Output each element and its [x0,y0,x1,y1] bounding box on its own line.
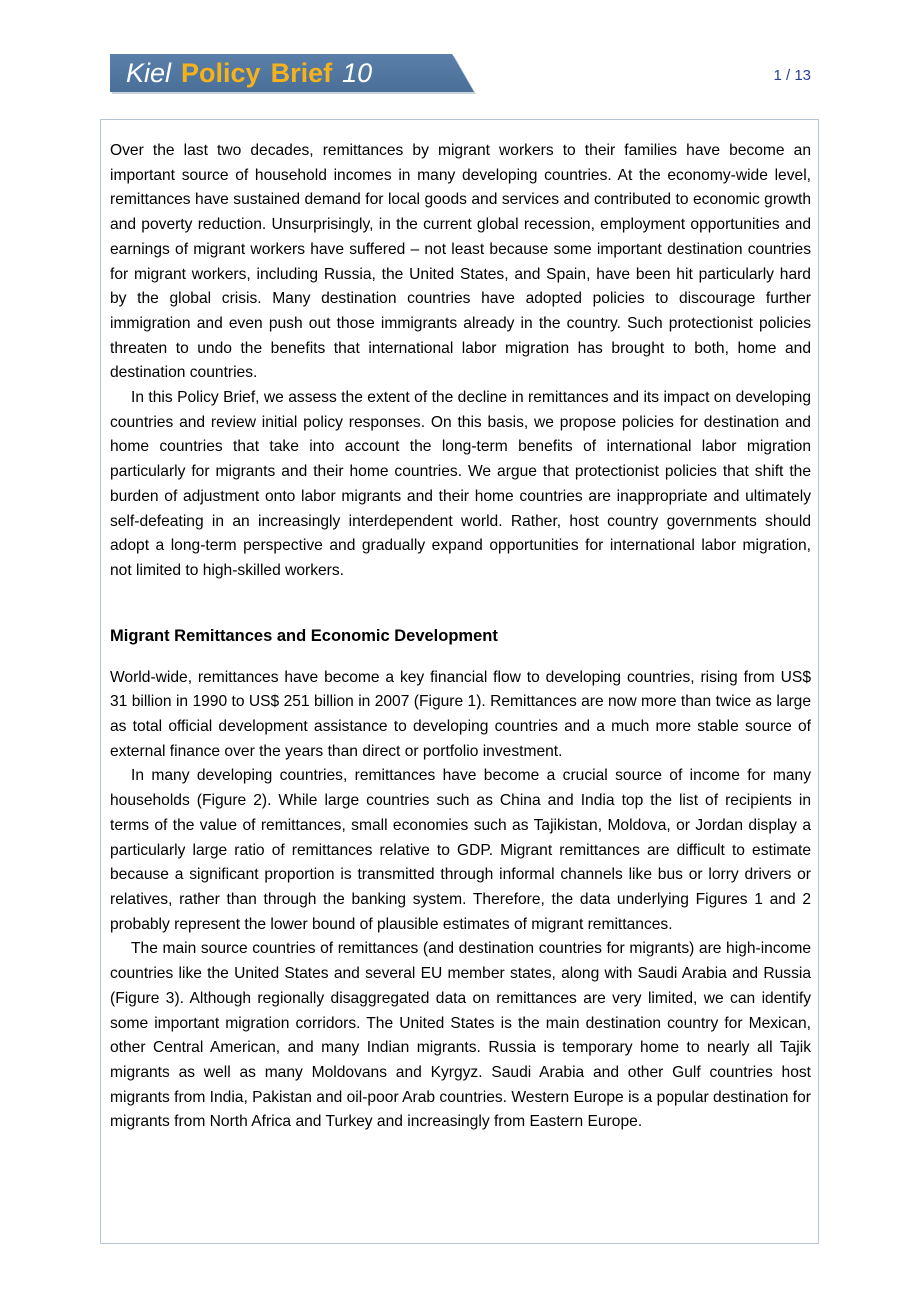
brand-word-kiel: Kiel [126,58,172,88]
page-indicator: 1 / 13 [773,67,811,84]
intro-paragraph-2: In this Policy Brief, we assess the extent of the decline in remittances and its impact on developing countries and review initial policy responses. On this basis, we propose policies for destination and home countries that take into account the long-term benefits of international labor migration particularly for migrants and their home countries. We argue that protectionist policies that shift the burden of adjustment onto labor migrants and their home countries are inappropriate and ultimately self-defeating in an increasingly interdependent world. Rather, host country governments should adopt a long-term perspective and gradually expand opportunities for international labor migration, not limited to high-skilled workers. [110,389,811,579]
brand-word-brief: Brief [270,58,333,88]
document-body [110,139,811,1135]
publication-title [126,56,372,90]
section-paragraph-2: In many developing countries, remittances have become a crucial source of income for many households (Figure 2). While large countries such as China and India top the list of recipients in terms of the value of remittances, small economies such as Tajikistan, Moldova, or Jordan display a particularly large ratio of remittances relative to GDP. Migrant remittances are difficult to estimate because a significant proportion is transmitted through informal channels like bus or lorry drivers or relatives, rather than through the banking system. Therefore, the data underlying Figures 1 and 2 probably represent the lower bound of plausible estimates of migrant remittances. [110,767,811,933]
intro-paragraph-1: Over the last two decades, remittances by migrant workers to their families have become an important source of household incomes in many developing countries. At the economy-wide level, remittances have sustained demand for local goods and services and contributed to economic growth and poverty reduction. Unsurprisingly, in the current global recession, employment opportunities and earnings of migrant workers have suffered – not least because some important destination countries for migrant workers, including Russia, the United States, and Spain, have been hit particularly hard by the global crisis. Many destination countries have adopted policies to discourage further immigration and even push out those immigrants already in the country. Such protectionist policies threaten to undo the benefits that international labor migration has brought to both, home and destination countries. [110,142,811,382]
issue-number: 10 [342,58,373,88]
section-paragraph-3: The main source countries of remittances (and destination countries for migrants) are high-income countries like the United States and several EU member states, along with Saudi Arabia and Russia (Figure 3). Although regionally disaggregated data on remittances are very limited, we can identify some important migration corridors. The United States is the main destination country for Mexican, other Central American, and many Indian migrants. Russia is temporary home to nearly all Tajik migrants as well as many Moldovans and Kyrgyz. Saudi Arabia and other Gulf countries host migrants from India, Pakistan and oil-poor Arab countries. Western Europe is a popular destination for migrants from North Africa and Turkey and increasingly from Eastern Europe. [110,940,811,1131]
brand-word-policy: Policy [181,58,261,88]
section-heading: Migrant Remittances and Economic Development [110,626,498,645]
section-paragraph-1: World-wide, remittances have become a key financial flow to developing countries, rising from US$ 31 billion in 1990 to US$ 251 billion in 2007 (Figure 1). Remittances are now more than twice as large as total official development assistance to developing countries and a much more stable source of external finance over the years than direct or portfolio investment. [110,668,811,760]
